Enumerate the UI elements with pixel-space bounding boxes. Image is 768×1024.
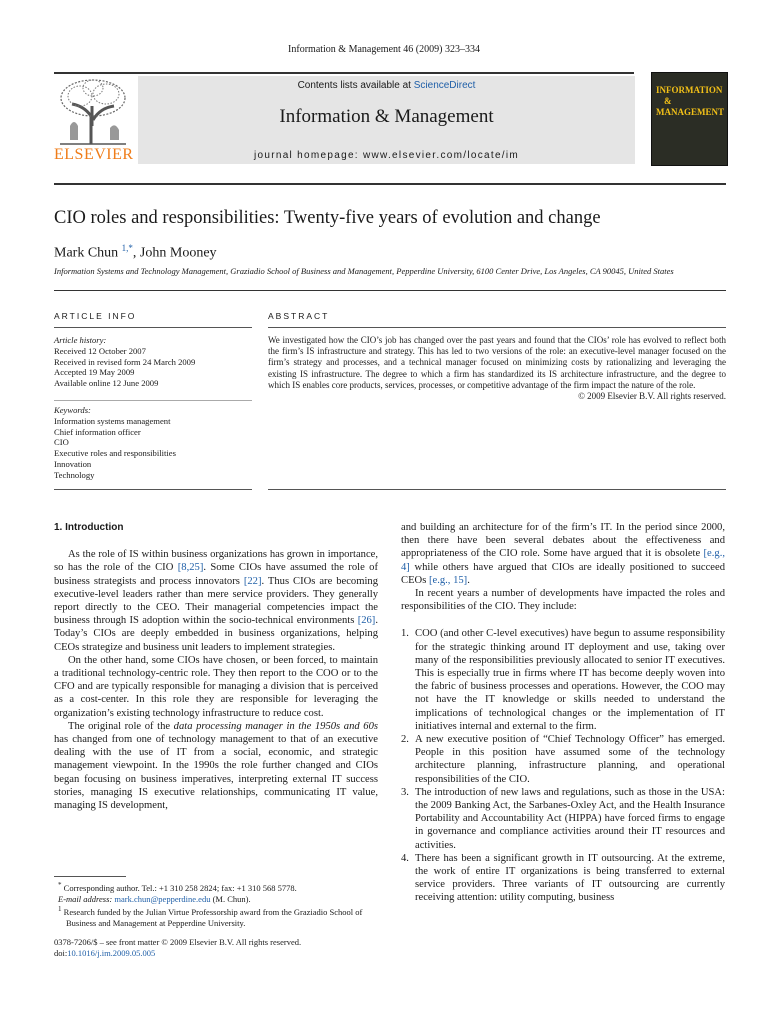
abstract-body: We investigated how the CIO’s job has changed over the past years and found that the CIOs’ role has evolved to reflect both the firm’s IS infrastructure and strategy. This has led to two versions of the role: an executive-level manager focused on the firm’s strategy and processes, and a technical manager focused on minimizing costs by rationalizing and leveraging the existing IS infrastructure. The degree to which a firm has standardized its IS architecture infrastructure, and the degree to which IS enables core products, services, processes, or competitive advantage of the firm impact the nature of the role. © 2009 Elsevier B.V. All rights reserved. [268, 335, 726, 402]
affiliation: Information Systems and Technology Management, Graziadio School of Business and Management, Pepperdine University, 6100 Center Drive, Los Angeles, CA 90045, United States [54, 266, 674, 276]
contents-available: Contents lists available at ScienceDirect [297, 80, 476, 91]
author-name[interactable]: John Mooney [139, 245, 217, 261]
journal-homepage: journal homepage: www.elsevier.com/locate/im [253, 150, 520, 161]
doi-line: doi:10.1016/j.im.2009.05.005 [54, 948, 156, 958]
abstract-rule [268, 327, 726, 328]
footnote: $^1$ Research funded by the Julian Virtue Professorship award from the Graziadio School of Business and Management at Pepperdine University. [58, 905, 363, 929]
citation-link[interactable]: [e.g., 4] [401, 548, 725, 573]
keyword: Executive roles and responsibilities [54, 448, 176, 459]
article-title: CIO roles and responsibilities: Twenty-five years of evolution and change [54, 208, 601, 228]
list-item: 3. The introduction of new laws and regulations, such as those in the USA: the 2009 Banking Act, the Sarbanes-Oxley Act, and the Health Insurance Portability and Accountability Act (HIPPA) have forced firms to engage in governance and compliance activities around their IT resources and activities. [401, 786, 725, 851]
article-info-end-rule [54, 489, 252, 490]
title-rule [54, 290, 726, 291]
header-rule-top [54, 72, 634, 74]
body-column-left [54, 521, 378, 812]
cover-title: INFORMATION & MANAGEMENT [656, 85, 724, 117]
keyword: Technology [54, 469, 95, 480]
homepage-link[interactable]: www.elsevier.com/locate/im [362, 150, 520, 161]
sciencedirect-link[interactable]: ScienceDirect [413, 80, 476, 91]
front-matter [54, 937, 384, 959]
email-link[interactable]: mark.chun@pepperdine.edu [114, 893, 211, 904]
article-info-rule [54, 327, 252, 328]
paragraph: The original role of the data processing manager in the 1950s and 60s has changed from one of technology management to that of an executive dealing with the use of IT from a social, economic, and strategic management viewpoint. In the 1990s the role further changed and CIOs began focusing on business imperatives, interpreting external IT success stories, managing IS executive relationships, communicating IT value, managing IS development, [54, 720, 378, 812]
abstract-heading: ABSTRACT [268, 311, 330, 321]
footnote: * Corresponding author. Tel.: +1 310 258 2824; fax: +1 310 568 5778. [58, 881, 297, 893]
keywords-rule [54, 400, 252, 401]
journal-citation: Information & Management 46 (2009) 323–334 [288, 44, 480, 55]
keyword: Innovation [54, 458, 92, 469]
header-rule-bottom [54, 183, 726, 185]
elsevier-wordmark: ELSEVIER [54, 146, 134, 163]
keyword: CIO [54, 437, 69, 448]
citation-link[interactable]: [e.g., 15] [428, 574, 468, 586]
journal-title: Information & Management [279, 106, 494, 127]
roles-list [401, 627, 725, 904]
citation-link[interactable]: [8,25] [177, 562, 204, 574]
history-item: Received 12 October 2007 [54, 345, 146, 356]
list-item: 1. COO (and other C-level executives) have begun to assume responsibility for the strategic thinking around IT deployment and use, taking over many of the responsibilities previously allocated to senior IT executives. This is especially true in firms where IT has become deeply woven into the fabric of business processes and operations. However, the COO may not have the IT knowledge or skills needed to understand the implications of technological changes or the implementation of IT initiatives internal and external to the firm. [401, 628, 725, 732]
paragraph: In recent years a number of developments have impacted the roles and responsibilities of the CIO. They include: [401, 588, 725, 613]
paragraph: On the other hand, some CIOs have chosen, or been forced, to maintain a traditional technology-centric role. They then report to the COO or to the CFO and are typically responsible for managing a division that is perceived as a cost-center. In this role they are responsible for leveraging the organization’s existing technology infrastructure to reduce cost. [54, 654, 378, 719]
journal-cover [651, 72, 728, 166]
history-item: Accepted 19 May 2009 [54, 367, 135, 378]
footnote-rule [54, 876, 126, 877]
abstract-copyright: © 2009 Elsevier B.V. All rights reserved. [578, 391, 726, 402]
history-item: Received in revised form 24 March 2009 [54, 356, 196, 367]
author-list: Mark Chun $^{1,*}$, John Mooney [54, 243, 217, 261]
section-heading: 1. Introduction [54, 522, 124, 533]
author-marks[interactable]: 1,* [121, 243, 133, 253]
keyword: Information systems management [54, 415, 171, 426]
masthead-band [138, 76, 635, 164]
doi-link[interactable]: 10.1016/j.im.2009.05.005 [67, 948, 156, 958]
list-item: 2. A new executive position of “Chief Technology Officer” has emerged. People in this position have assumed some of the technology architecture planning, infrastructure planning, and operational responsibilities of the CIO. [401, 734, 725, 785]
keywords: Keywords: Information systems management Chief information officer CIO Executive roles and responsibilities Innovation Technology [54, 405, 252, 481]
footnote-email: E-mail address: mark.chun@pepperdine.edu (M. Chun). [58, 893, 251, 904]
footnotes [54, 880, 384, 929]
author-name[interactable]: Mark Chun [54, 245, 119, 261]
list-item: 4. There has been a significant growth in IT outsourcing. At the extreme, the work of entire IT organizations is being transferred to external service providers. Three variants of IT outsourcing are currently receiving attention: utility computing, business [401, 852, 725, 904]
paragraph: and building an architecture for of the firm’s IT. In the period since 2000, then there have been several debates about the effectiveness and appropriateness of the CIO role. Some have argued that it is obsolete [e.g., 4] while others have argued that CIOs are ideally positioned to succeed CEOs [e.g., 15]. [401, 522, 725, 586]
keyword: Chief information officer [54, 426, 141, 437]
citation-link[interactable]: [22] [243, 575, 262, 587]
article-info-heading: ARTICLE INFO [54, 311, 137, 321]
body-column-right [401, 521, 725, 905]
issn-line: 0378-7206/$ – see front matter © 2009 Elsevier B.V. All rights reserved. [54, 937, 302, 947]
paragraph: As the role of IS within business organizations has grown in importance, so has the role of the CIO [8,25]. Some CIOs have assumed the role of business strategists and process innovators [22]. Thus CIOs are becoming executive-level leaders rather than mere service providers. They generally report directly to the CEO. Their managerial competencies impact the business through IS adoption within the socio-technical environments [26]. Today’s CIOs are deeply embedded in business organizations, helping CEOs strategize and business unit leaders to implement strategies. [54, 549, 379, 653]
elsevier-logo [54, 76, 132, 164]
tree-icon [54, 76, 132, 146]
citation-link[interactable]: [26] [357, 615, 376, 627]
abstract-end-rule [268, 489, 726, 490]
article-history: Article history: Received 12 October 2007 Received in revised form 24 March 2009 Accepted 19 May 2009 Available online 12 June 2009 [54, 335, 252, 389]
history-item: Available online 12 June 2009 [54, 378, 159, 389]
